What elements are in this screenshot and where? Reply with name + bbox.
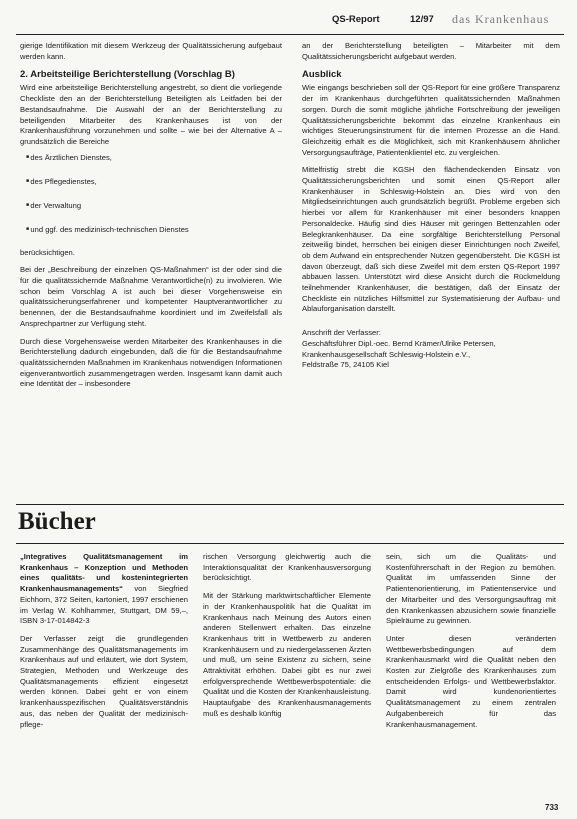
left-after-bullets: berücksichtigen.	[20, 247, 75, 257]
left-para-2: Bei der „Beschreibung der einzelnen QS-Maßnahmen“ ist der oder sind die für die qualitätssichernde Maßnahme Verantwortliche(n) zu involvieren. Wie schon beim Vorschlag A ist auch bei dieser Vorgehensweise ein qualitätssicherungserfahrener und kompetenter Hauptverantwortlicher zu benennen, der die Bestandsaufnahme koordiniert und im Zweifelsfall als Ansprechpartner zur Verfügung steht.	[20, 265, 282, 328]
books-col2-para-2: Mit der Stärkung marktwirtschaftlicher Elemente in der Krankenhauspolitik hat die Qualität im Krankenhaus nach Meinung des Autors einen anderen Stellenwert erhalten. Das einzelne Krankenhaus tritt in Wettbewerb zu anderen Krankenhäusern und zu niedergelassenen Ärzten und muß, um seine Existenz zu sichern, seine Attraktivität erhöhen. Dabei gibt es nur zwei erfolgversprechende Wettbewerbspotentiale: die Qualität und die Kosten der Krankenhausleistung. Hauptaufgabe des Krankenhausmanagements muß es deshalb künftig	[203, 591, 371, 718]
section-rule	[16, 504, 564, 505]
header-rule	[16, 34, 564, 35]
page-number: 733	[545, 803, 559, 812]
journal-logo: das Krankenhaus	[452, 12, 550, 26]
book-title: „Integratives Qualitätsmanagement im Krankenhaus – Konzeption und Methoden eines qualitäts- und kostenintegrierten Krankenhausmanagements“	[20, 552, 188, 594]
address-line: Krankenhausgesellschaft Schleswig-Holstein e.V.,	[302, 349, 471, 359]
list-item: ■ der Verwaltung	[26, 200, 282, 211]
bullet-list	[26, 152, 282, 235]
right-intro: an der Berichterstellung beteiligten – Mitarbeiter mit dem Qualitätssicherungsbericht aufgebaut werden.	[302, 41, 560, 61]
books-column-2	[203, 552, 371, 727]
books-col2-para-1: rischen Versorgung gleichwertig auch die Interaktionsqualität der Krankenhausversorgung berücksichtigt.	[203, 552, 371, 583]
right-para-1: Wie eingangs beschrieben soll der QS-Report für eine größere Transparenz der im Krankenhaus durchgeführten qualitätssichernden Maßnahmen sorgen. Durch die somit mögliche jährliche Fortschreibung der jeweiligen Qualitätssicherungsberichte bekommt das einzelne Krankenhaus ein wichtiges Steuerungsinstrument für die internen Prozesse an die Hand. Gleichzeitig erhält es die Möglichkeit, sich mit Krankenhäusern ähnlicher Versorgungsaufträge, Patientenklientel etc. zu vergleichen.	[302, 83, 560, 157]
section-heading-ausblick: Ausblick	[302, 69, 342, 81]
left-column	[20, 41, 282, 397]
list-item: ■ des Ärztlichen Dienstes,	[26, 152, 282, 163]
book-reference	[20, 552, 188, 627]
book-details: von Siegfried Eichhorn, 372 Seiten, kartoniert, 1997 erschienen im Verlag W. Kohlhammer, Stuttgart, DM 59,–, ISBN 3-17-014842-3	[20, 584, 188, 626]
books-col3-para-2: Unter diesen veränderten Wettbewerbsbedingungen auf dem Krankenhausmarkt wird die Qualität neben den Kosten zur Zielgröße des Krankenhauses zum entscheidenden Erfolgs- und Wettbewerbsfaktor. Damit wird kundenorientiertes Qualitätsmanagement zu einem zentralen Aufgabenbereich für das Krankenhausmanagement.	[386, 633, 556, 729]
right-para-2: Mittelfristig strebt die KGSH den flächendeckenden Einsatz von Qualitätssicherungsberichten und somit einen QS-Report aller Krankenhäuser in Schleswig-Holstein an. Dies wird von den Mitgliedseinrichtungen auch grundsätzlich begrüßt. Probleme ergeben sich hierbei vor allem für Krankenhäuser mit einer besonders knappen Personaldecke. Häufig sind dies Häuser mit geringen Bettenzahlen oder Belegkrankenhäuser. Da eine sorgfältige Berichterstellung Personal zeitweilig bindet, herrschen bei einigen dieser Einrichtungen noch Zweifel, ob dem Aufwand ein entsprechender Nutzen gegenübersteht. Die KGSH ist davon überzeugt, daß sich diese Zweifel mit dem ersten QS-Report 1997 abbauen lassen. Unterstützt wird diese Ansicht durch die Rückmeldung teilnehmender Krankenhäuser, die bestätigen, daß der Einsatz der Checkliste ein nützliches Hilfsmittel zur Systematisierung der Aufbau- und Ablauforganisation darstellt.	[302, 165, 560, 314]
books-col1-para: Der Verfasser zeigt die grundlegenden Zusammenhänge des Qualitätsmanagements im Krankenhaus auf und erläutert, wie dort System, Strategien, Methoden und Werkzeuge des Qualitätsmanagements effizient eingesetzt werden können. Dabei geht er von einem krankenhausspezifischen Qualitätsverständnis aus, das neben der Qualität der medizinisch-pflege-	[20, 633, 188, 729]
address-line: Geschäftsführer Dipl.-oec. Bernd Krämer/Ulrike Petersen,	[302, 338, 496, 348]
section-heading-b: 2. Arbeitsteilige Berichterstellung (Vorschlag B)	[20, 69, 235, 81]
section-title-books: Bücher	[18, 508, 96, 535]
books-column-3	[386, 552, 556, 737]
books-col3-para-1: sein, sich um die Qualitäts- und Kostenführerschaft in der Region zu bemühen. Qualität im umfassenden Sinne der Patientenorientierung, im Patientenservice und der Mitarbeiter und des Versorgungsauftrag mit den Krankenkassen abzusichern sowie finanzielle Spielräume zu gewinnen.	[386, 552, 556, 626]
right-column	[302, 41, 560, 371]
list-item: ■ des Pflegedienstes,	[26, 176, 282, 187]
issue-number: 12/97	[410, 14, 434, 25]
address-label: Anschrift der Verfasser:	[302, 328, 381, 338]
left-para-3: Durch diese Vorgehensweise werden Mitarbeiter des Krankenhauses in die Berichterstellung dadurch eingebunden, daß die für die Bestandsaufnahme qualitätssichernden Maßnahmen im Krankenhaus notwendigen Informationen eigenverantwortlich zusammengetragen werden. Insgesamt kann damit auch eine Identität der – insbesondere	[20, 336, 282, 389]
books-column-1	[20, 552, 188, 737]
left-intro: gierige Identifikation mit diesem Werkzeug der Qualitätssicherung aufgebaut werden kann.	[20, 41, 282, 61]
address-line: Feldstraße 75, 24105 Kiel	[302, 360, 389, 370]
running-header-title: QS-Report	[332, 14, 380, 25]
left-para-1: Wird eine arbeitsteilige Berichterstellung angestrebt, so dient die vorliegende Checkliste den an der Berichterstellung Beteiligten als Leitfaden bei der Bestandsaufnahme. Die Auswahl der an der Berichterstellung zu beteiligenden Mitarbeiter des Krankenhauses ist von der Krankenhausführung vorzunehmen und sollte – wie bei der Alternative A – grundsätzlich die Bereiche	[20, 83, 282, 146]
section-rule	[16, 543, 564, 544]
list-item: ■ und ggf. des medizinisch-technischen Dienstes	[26, 224, 282, 235]
